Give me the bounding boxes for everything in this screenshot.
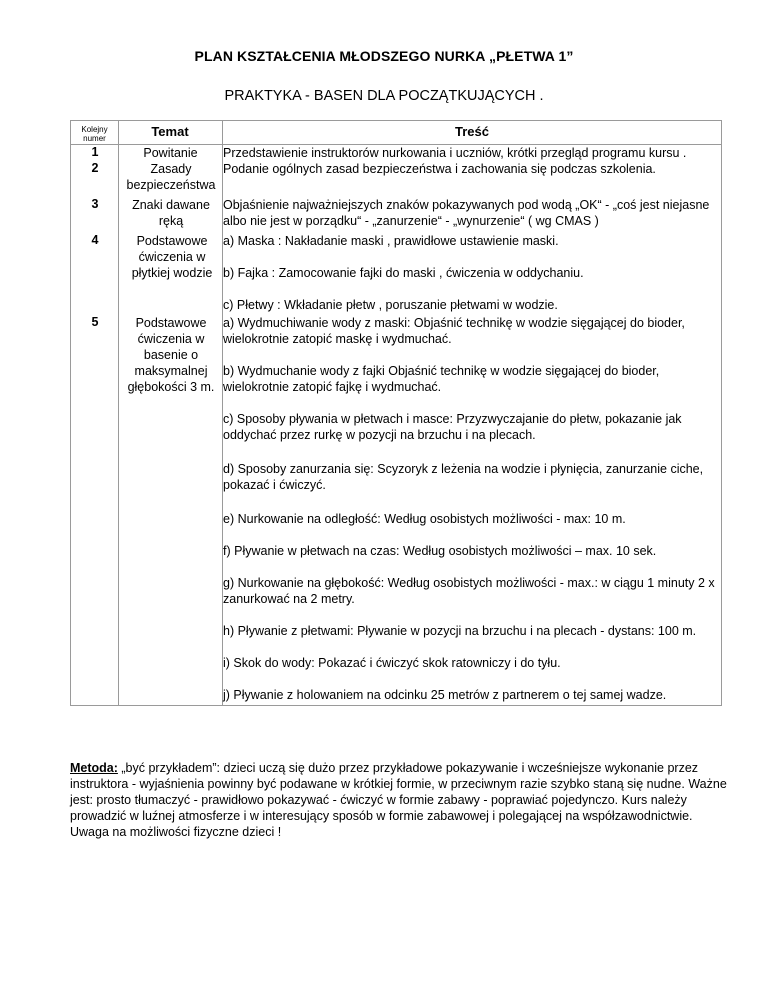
method-paragraph bbox=[70, 760, 730, 840]
header-topic: Temat bbox=[151, 124, 189, 139]
row-number: 5 bbox=[91, 315, 99, 329]
document-subtitle: PRAKTYKA - BASEN DLA POCZĄTKUJĄCYCH . bbox=[224, 88, 544, 104]
row-item: i) Skok do wody: Pokazać i ćwiczyć skok ratowniczy i do tyłu. bbox=[223, 656, 561, 670]
row-number: 1 bbox=[91, 145, 99, 159]
row-content: Przedstawienie instruktorów nurkowania i uczniów, krótki przegląd programu kursu . bbox=[223, 146, 687, 160]
row-topic: Podstawowe ćwiczenia w płytkiej wodzie bbox=[131, 234, 213, 280]
row-content: Objaśnienie najważniejszych znaków pokazywanych pod wodą „OK“ - „coś jest niejasne albo nie jest w porządku“ - „zanurzenie“ - „wynurzenie“ ( wg CMAS ) bbox=[223, 198, 710, 228]
row-number: 4 bbox=[91, 233, 99, 247]
row-topic: Znaki dawane ręką bbox=[132, 198, 210, 228]
row-item: e) Nurkowanie na odległość: Według osobistych możliwości - max: 10 m. bbox=[223, 512, 626, 526]
row-item: c) Płetwy : Wkładanie płetw , poruszanie płetwami w wodzie. bbox=[223, 298, 558, 312]
row-item: a) Wydmuchiwanie wody z maski: Objaśnić technikę w wodzie sięgającej do bioder, wielokrotnie zatopić maskę i wydmuchać. bbox=[223, 316, 685, 346]
row-topic: Powitanie bbox=[143, 146, 198, 160]
row-item: c) Sposoby pływania w płetwach i masce: Przyzwyczajanie do płetw, pokazanie jak oddychać przez rurkę w pozycji na brzuchu i na plecach. bbox=[223, 412, 682, 442]
row-content: Podanie ogólnych zasad bezpieczeństwa i zachowania się podczas szkolenia. bbox=[223, 162, 656, 176]
row-item: g) Nurkowanie na głębokość: Według osobistych możliwości - max.: w ciągu 1 minuty 2 x zanurkować na 2 metry. bbox=[223, 576, 715, 606]
row-topic: Podstawowe ćwiczenia w basenie o maksymalnej głębokości 3 m. bbox=[127, 316, 215, 394]
row-number: 2 bbox=[91, 161, 99, 175]
method-text: „być przykładem”: dzieci uczą się dużo przez przykładowe pokazywanie i wcześniejsze wykonanie przez instruktora - wyjaśnienia powinny być podawane w krótkiej formie, w przeciwnym razie szybko staną się nudne. Ważne jest: prosto tłumaczyć - prawidłowo pokazywać - ćwiczyć w formie zabawy - poprawiać pojedynczo. Kurs należy prowadzić w luźnej atmosferze i w interesujący sposób w formie zabawowej i polegającej na współzawodnictwie. Uwaga na możliwości fizyczne dzieci ! bbox=[70, 761, 727, 839]
row-item: b) Wydmuchanie wody z fajki Objaśnić technikę w wodzie sięgającej do bioder, wielokrotnie zatopić fajkę i wydmuchać. bbox=[223, 364, 660, 394]
row-item: b) Fajka : Zamocowanie fajki do maski , ćwiczenia w oddychaniu. bbox=[223, 266, 584, 280]
row-item: f) Pływanie w płetwach na czas: Według osobistych możliwości – max. 10 sek. bbox=[223, 544, 657, 558]
row-item: d) Sposoby zanurzania się: Scyzoryk z leżenia na wodzie i płynięcia, zanurzanie ciche, pokazać i ćwiczyć. bbox=[223, 462, 704, 492]
row-topic: Zasady bezpieczeństwa bbox=[126, 162, 216, 192]
row-number: 3 bbox=[91, 197, 99, 211]
header-number: Kolejny numer bbox=[81, 125, 108, 143]
document-title: PLAN KSZTAŁCENIA MŁODSZEGO NURKA „PŁETWA 1” bbox=[194, 48, 574, 64]
row-item: h) Pływanie z płetwami: Pływanie w pozycji na brzuchu i na plecach - dystans: 100 m. bbox=[223, 624, 697, 638]
curriculum-table bbox=[70, 120, 722, 706]
method-label: Metoda: bbox=[70, 761, 118, 775]
header-content: Treść bbox=[455, 124, 489, 139]
row-item: j) Pływanie z holowaniem na odcinku 25 metrów z partnerem o tej samej wadze. bbox=[223, 688, 667, 702]
row-item: a) Maska : Nakładanie maski , prawidłowe ustawienie maski. bbox=[223, 234, 559, 248]
